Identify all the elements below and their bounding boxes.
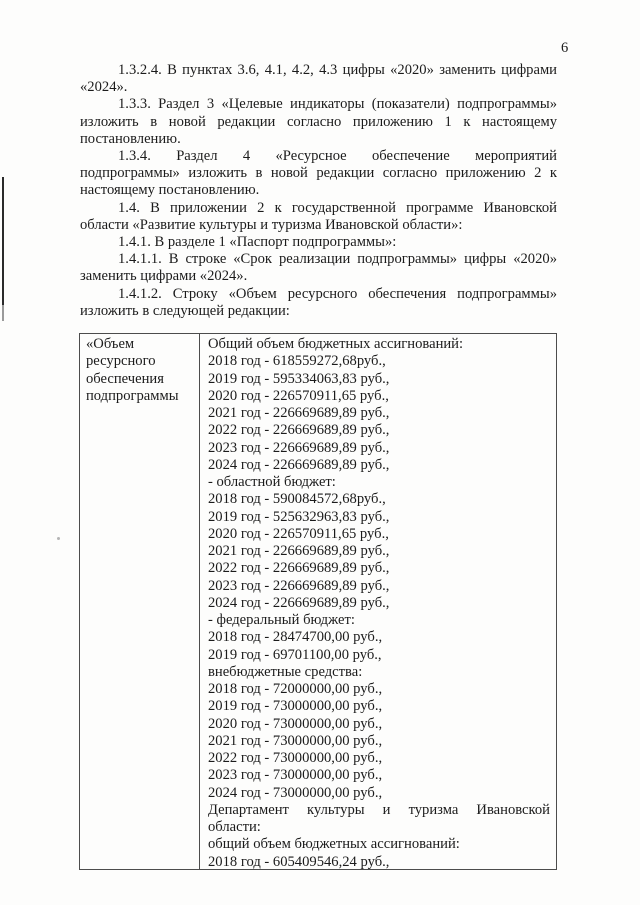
value-line: 2022 год - 226669689,89 руб., xyxy=(208,422,390,439)
value-line: 2024 год - 226669689,89 руб., xyxy=(208,594,390,611)
value-line: 2018 год - 590084572,68руб., xyxy=(208,491,386,508)
value-line: 2021 год - 73000000,00 руб., xyxy=(208,732,383,749)
value-line: 2024 год - 73000000,00 руб., xyxy=(208,784,383,801)
value-line: 2023 год - 226669689,89 руб., xyxy=(208,577,390,594)
value-line: - областной бюджет: xyxy=(208,474,336,490)
value-line: 2019 год - 73000000,00 руб., xyxy=(208,698,383,715)
value-line: Департамент культуры и туризма Ивановской xyxy=(208,801,550,818)
value-line: 2024 год - 226669689,89 руб., xyxy=(208,456,390,473)
value-line: внебюджетные средства: xyxy=(208,663,363,680)
body-line: 1.4.1. В разделе 1 «Паспорт подпрограммы»: xyxy=(118,234,397,251)
table-value-cell xyxy=(200,334,556,869)
value-line: 2020 год - 226570911,65 руб., xyxy=(208,525,389,542)
body-line: подпрограммы» изложить в новой редакции согласно приложению 2 к xyxy=(80,165,557,182)
body-line: постановлению. xyxy=(80,130,181,147)
value-line: 2018 год - 28474700,00 руб., xyxy=(208,629,383,646)
value-line: 2021 год - 226669689,89 руб., xyxy=(208,543,390,559)
value-line: 2020 год - 226570911,65 руб., xyxy=(208,387,389,404)
body-line: заменить цифрами «2024». xyxy=(80,268,248,285)
value-line: 2022 год - 226669689,89 руб., xyxy=(208,560,390,577)
page-number: 6 xyxy=(561,40,569,56)
value-line: - федеральный бюджет: xyxy=(208,612,355,628)
scan-artifact-line xyxy=(2,177,4,305)
value-line: 2020 год - 73000000,00 руб., xyxy=(208,715,383,732)
body-line: 1.4. В приложении 2 к государственной программе Ивановской xyxy=(118,199,557,216)
value-line: 2018 год - 605409546,24 руб., xyxy=(208,853,390,869)
value-line: области: xyxy=(208,819,261,835)
value-line: 2022 год - 73000000,00 руб., xyxy=(208,750,383,766)
body-line: изложить в новой редакции согласно приложению 1 к настоящему xyxy=(80,113,557,130)
value-line: 2018 год - 72000000,00 руб., xyxy=(208,681,383,697)
value-line: Общий объем бюджетных ассигнований: xyxy=(208,336,464,352)
body-line: 1.3.3. Раздел 3 «Целевые индикаторы (показатели) подпрограммы» xyxy=(118,96,557,113)
value-line: 2019 год - 525632963,83 руб., xyxy=(208,508,390,525)
body-line: области «Развитие культуры и туризма Ивановской области»: xyxy=(80,216,463,233)
value-line: 2023 год - 226669689,89 руб., xyxy=(208,439,390,456)
value-line: 2023 год - 73000000,00 руб., xyxy=(208,767,383,784)
body-line: «2024». xyxy=(80,79,128,96)
value-line: 2019 год - 595334063,83 руб., xyxy=(208,370,390,387)
value-line: 2021 год - 226669689,89 руб., xyxy=(208,405,390,421)
body-line: настоящему постановлению. xyxy=(80,182,260,199)
value-line: общий объем бюджетных ассигнований: xyxy=(208,836,460,853)
body-line: 1.4.1.1. В строке «Срок реализации подпрограммы» цифры «2020» xyxy=(118,251,557,268)
body-line: изложить в следующей редакции: xyxy=(80,302,290,319)
value-line: 2018 год - 618559272,68руб., xyxy=(208,353,386,370)
table-label-cell: «Объем ресурсного обеспечения подпрограммы xyxy=(80,334,200,869)
scan-artifact-line-tail xyxy=(2,305,4,321)
document-body xyxy=(80,62,557,320)
body-line: 1.3.4. Раздел 4 «Ресурсное обеспечение мероприятий xyxy=(118,148,557,165)
value-line: 2019 год - 69701100,00 руб., xyxy=(208,646,382,663)
scan-artifact-dot xyxy=(57,537,60,540)
amendment-table xyxy=(79,333,557,870)
body-line: 1.4.1.2. Строку «Объем ресурсного обеспечения подпрограммы» xyxy=(118,285,557,302)
body-line: 1.3.2.4. В пунктах 3.6, 4.1, 4.2, 4.3 цифры «2020» заменить цифрами xyxy=(118,62,557,78)
